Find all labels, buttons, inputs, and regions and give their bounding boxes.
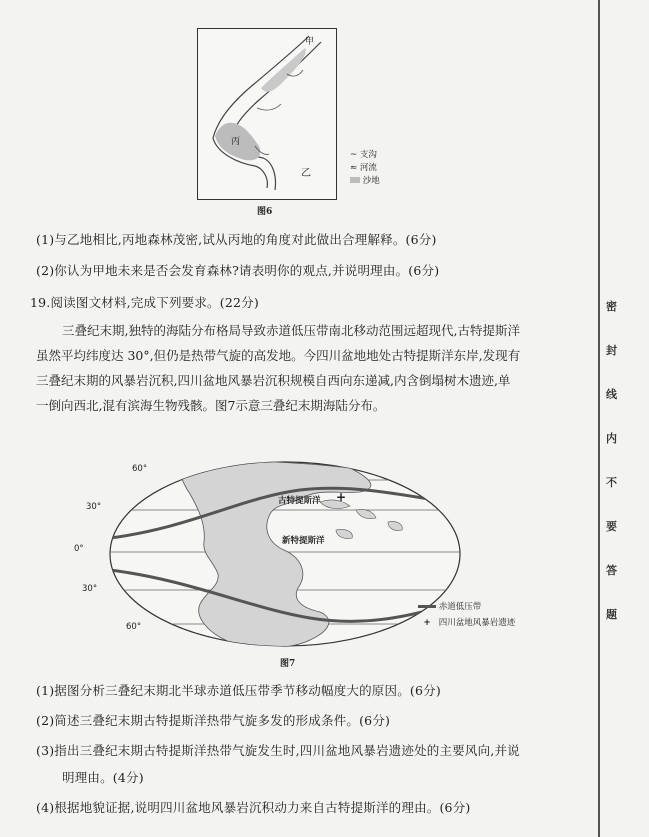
lat-label-30n: 30° [86,502,102,512]
legend-item-storm-rock [418,616,548,632]
material-line-2: 虽然平均纬度达 30°,但仍是热带气旋的高发地。今四川盆地地处古特提斯洋东岸,发现有 [36,348,521,363]
legend-item-river [350,161,410,174]
seal-char: 答 [606,564,617,577]
seal-char: 密 [606,300,617,313]
tributary-symbol-icon: ~ [350,150,358,160]
lat-label-30s: 30° [82,584,98,594]
seal-char: 要 [606,520,617,533]
lat-label-60n: 60° [132,464,148,474]
figure-7-legend [418,600,548,632]
seal-char: 不 [606,476,617,489]
legend-label: 沙地 [362,176,380,186]
seal-char: 封 [606,344,617,357]
figure-6-legend [350,148,410,187]
label-yi: 乙 [301,168,311,179]
legend-label: 河流 [359,163,377,173]
lat-label-0: 0° [74,544,84,554]
legend-item-itcz [418,600,548,616]
label-jia: 甲 [305,37,315,47]
legend-label: 四川盆地风暴岩遗迹 [438,618,516,628]
q19-heading: 19.阅读图文材料,完成下列要求。(22分) [30,295,259,310]
seal-margin-text [606,298,620,650]
figure-6 [197,28,337,200]
legend-label: 赤道低压带 [438,602,482,612]
q19-sub-4: (4)根据地貌证据,说明四川盆地风暴岩沉积动力来自古特提斯洋的理由。(6分) [36,800,471,815]
river-symbol-icon: ≈ [350,163,358,173]
itcz-line-icon [418,605,436,608]
sand-symbol-icon [350,177,360,183]
q19-material [36,318,591,418]
material-line-4: 一倒向西北,混有滨海生物残骸。图7示意三叠纪末期海陆分布。 [36,398,386,413]
seal-char: 线 [606,388,617,401]
q18-sub-2: (2)你认为甲地未来是否会发育森林?请表明你的观点,并说明理由。(6分) [36,263,440,278]
seal-char: 内 [606,432,617,445]
q19-sub-1: (1)据图分析三叠纪末期北半球赤道低压带季节移动幅度大的原因。(6分) [36,683,441,698]
material-line-3: 三叠纪末期的风暴岩沉积,四川盆地风暴岩沉积规模自西向东递减,内含倒塌树木遗迹,单 [36,373,511,388]
q19-sub-3-cont: 明理由。(4分) [62,770,144,785]
seal-char: 题 [606,608,617,621]
storm-rock-site-icon: + [336,490,347,504]
legend-item-tributary [350,148,410,161]
q19-sub-3: (3)指出三叠纪末期古特提斯洋热带气旋发生时,四川盆地风暴岩遗迹处的主要风向,并说 [36,743,520,758]
figure-6-caption: 图6 [257,207,273,217]
legend-label: 支沟 [359,150,377,160]
material-line-1: 三叠纪末期,独特的海陆分布格局导致赤道低压带南北移动范围远超现代,古特提斯洋 [62,323,520,338]
ocean-label-paleo-tethys: 古特提斯洋 [278,496,321,506]
label-bing: 丙 [231,137,241,147]
q19-sub-2: (2)简述三叠纪末期古特提斯洋热带气旋多发的形成条件。(6分) [36,713,391,728]
figure-6-map [197,28,337,200]
ocean-label-neo-tethys: 新特提斯洋 [282,536,325,546]
legend-item-sand [350,174,410,187]
seal-line [598,0,600,837]
figure-7-caption: 图7 [280,659,296,669]
plus-icon: + [423,618,431,628]
q18-sub-1: (1)与乙地相比,丙地森林茂密,试从丙地的角度对此做出合理解释。(6分) [36,232,437,247]
lat-label-60s: 60° [126,622,142,632]
